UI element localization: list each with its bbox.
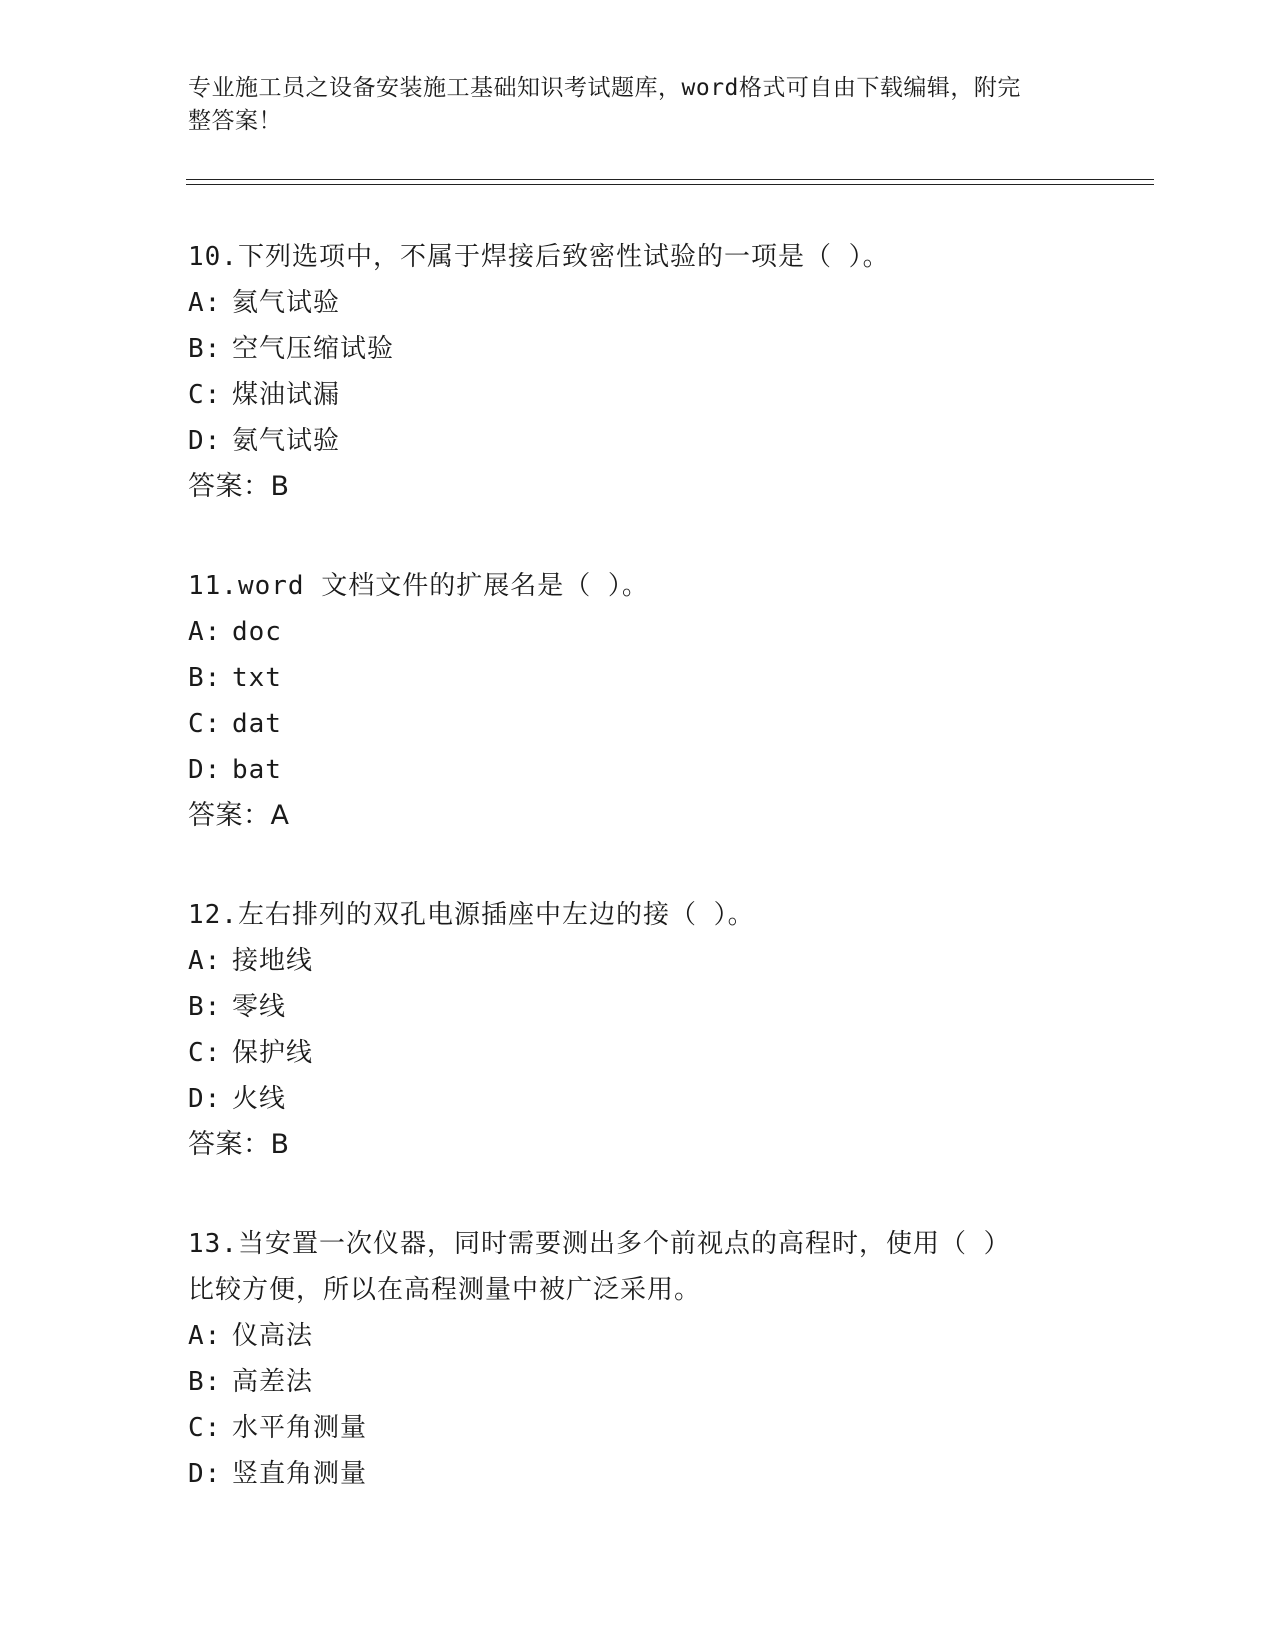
option-d <box>188 1076 1148 1122</box>
option-letter: C: <box>188 709 222 739</box>
option-letter: B: <box>188 992 222 1022</box>
option-text: 保护线 <box>232 1038 314 1068</box>
question-stem-line-1: 13.当安置一次仪器，同时需要测出多个前视点的高程时，使用（ ） <box>188 1229 1011 1259</box>
option-letter: D: <box>188 1459 222 1489</box>
option-a <box>188 938 1148 984</box>
option-letter: D: <box>188 755 222 785</box>
option-d <box>188 1451 1148 1497</box>
question-stem: 12.左右排列的双孔电源插座中左边的接（ ）。 <box>188 900 755 930</box>
answer-line: 答案：B <box>188 1129 290 1160</box>
option-text: 高差法 <box>232 1367 314 1397</box>
option-letter: A: <box>188 617 222 647</box>
question-list <box>188 234 1148 1550</box>
option-c <box>188 1030 1148 1076</box>
option-text: 火线 <box>232 1084 287 1114</box>
option-letter: C: <box>188 1413 222 1443</box>
question-12 <box>188 892 1148 1168</box>
question-stem: 11.word 文档文件的扩展名是（ ）。 <box>188 571 649 601</box>
question-stem-line-2: 比较方便，所以在高程测量中被广泛采用。 <box>188 1275 702 1305</box>
header-line-1: 专业施工员之设备安装施工基础知识考试题库，word格式可自由下载编辑，附完 <box>188 75 1021 101</box>
option-b <box>188 984 1148 1030</box>
question-13 <box>188 1221 1148 1497</box>
option-letter: C: <box>188 1038 222 1068</box>
option-a <box>188 280 1148 326</box>
header-divider-top <box>186 179 1154 180</box>
question-11 <box>188 563 1148 839</box>
option-text: bat <box>232 755 282 785</box>
option-c <box>188 1405 1148 1451</box>
option-text: doc <box>232 617 282 647</box>
option-text: 零线 <box>232 992 287 1022</box>
header-line-2: 整答案！ <box>188 108 282 134</box>
option-letter: A: <box>188 1321 222 1351</box>
option-text: 接地线 <box>232 946 314 976</box>
option-letter: B: <box>188 1367 222 1397</box>
option-letter: A: <box>188 946 222 976</box>
option-c <box>188 701 1148 747</box>
option-text: dat <box>232 709 282 739</box>
option-d <box>188 418 1148 464</box>
option-letter: B: <box>188 663 222 693</box>
option-text: txt <box>232 663 282 693</box>
option-text: 氨气试验 <box>232 426 341 456</box>
option-letter: C: <box>188 380 222 410</box>
document-header <box>188 72 1088 138</box>
option-text: 氦气试验 <box>232 288 341 318</box>
option-text: 仪高法 <box>232 1321 314 1351</box>
question-stem: 10.下列选项中，不属于焊接后致密性试验的一项是（ ）。 <box>188 242 890 272</box>
option-letter: D: <box>188 426 222 456</box>
answer-line: 答案：A <box>188 800 290 831</box>
option-text: 水平角测量 <box>232 1413 368 1443</box>
option-text: 空气压缩试验 <box>232 334 395 364</box>
option-a <box>188 1313 1148 1359</box>
option-b <box>188 655 1148 701</box>
option-text: 煤油试漏 <box>232 380 341 410</box>
option-d <box>188 747 1148 793</box>
option-letter: D: <box>188 1084 222 1114</box>
option-b <box>188 1359 1148 1405</box>
option-text: 竖直角测量 <box>232 1459 368 1489</box>
option-a <box>188 609 1148 655</box>
option-c <box>188 372 1148 418</box>
option-letter: A: <box>188 288 222 318</box>
header-divider-bottom <box>186 184 1154 185</box>
answer-line: 答案：B <box>188 471 290 502</box>
option-b <box>188 326 1148 372</box>
question-10 <box>188 234 1148 510</box>
option-letter: B: <box>188 334 222 364</box>
